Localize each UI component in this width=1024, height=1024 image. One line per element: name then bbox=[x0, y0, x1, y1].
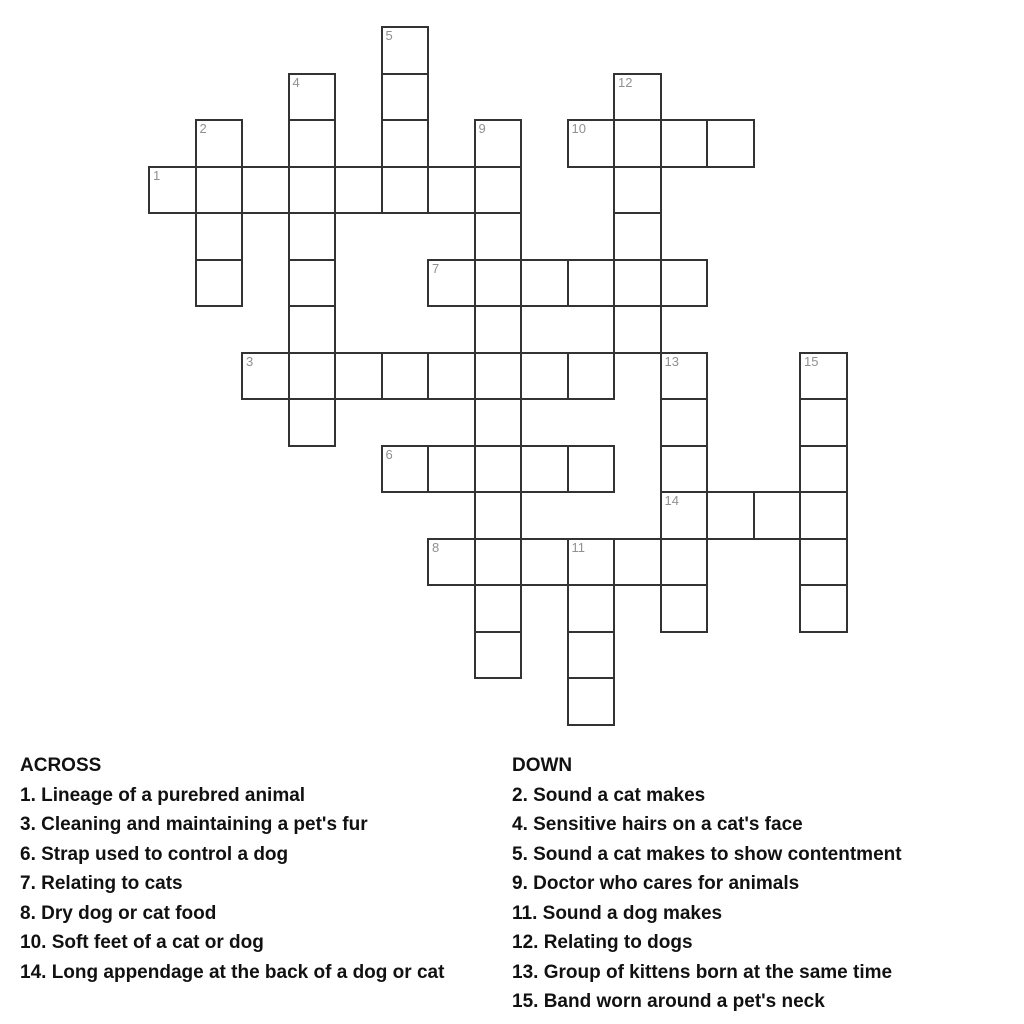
crossword-cell[interactable] bbox=[381, 166, 430, 215]
crossword-cell[interactable] bbox=[474, 119, 523, 168]
clue-across-8: 8. Dry dog or cat food bbox=[20, 902, 217, 924]
clue-across-3: 3. Cleaning and maintaining a pet's fur bbox=[20, 814, 368, 835]
crossword-cell[interactable] bbox=[660, 259, 709, 308]
crossword-cell[interactable] bbox=[567, 538, 616, 587]
clues-down bbox=[512, 751, 902, 1017]
crossword-cell[interactable] bbox=[660, 538, 709, 587]
crossword-cell[interactable] bbox=[660, 352, 709, 401]
crossword-cell[interactable] bbox=[799, 491, 848, 540]
cell-number: 13 bbox=[664, 353, 679, 369]
crossword-cell[interactable] bbox=[288, 119, 337, 168]
clues-across bbox=[20, 751, 444, 987]
crossword-cell[interactable] bbox=[660, 398, 709, 447]
crossword-cell[interactable] bbox=[195, 259, 244, 308]
crossword-cell[interactable] bbox=[288, 305, 337, 354]
crossword-cell[interactable] bbox=[660, 119, 709, 168]
crossword-cell[interactable] bbox=[567, 259, 616, 308]
clue-across-6: 6. Strap used to control a dog bbox=[20, 843, 289, 865]
crossword-cell[interactable] bbox=[613, 212, 662, 261]
crossword-cell[interactable] bbox=[613, 119, 662, 168]
crossword-cell[interactable] bbox=[799, 538, 848, 587]
crossword-cell[interactable] bbox=[288, 398, 337, 447]
crossword-cell[interactable] bbox=[474, 212, 523, 261]
crossword-cell[interactable] bbox=[660, 491, 709, 540]
clue-down-2: 2. Sound a cat makes bbox=[512, 784, 706, 806]
crossword-cell[interactable] bbox=[706, 491, 755, 540]
crossword-cell[interactable] bbox=[520, 445, 569, 494]
clue-down-12: 12. Relating to dogs bbox=[512, 932, 693, 953]
cell-number: 14 bbox=[664, 493, 679, 508]
cell-number: 8 bbox=[432, 539, 440, 555]
crossword-cell[interactable] bbox=[427, 352, 476, 401]
across-clue-list bbox=[20, 781, 444, 988]
clue-down-11: 11. Sound a dog makes bbox=[512, 902, 723, 924]
clue-across-7: 7. Relating to cats bbox=[20, 873, 183, 894]
crossword-cell[interactable] bbox=[567, 119, 616, 168]
crossword-cell[interactable] bbox=[381, 26, 430, 75]
crossword-cell[interactable] bbox=[148, 166, 197, 215]
crossword-cell[interactable] bbox=[613, 166, 662, 215]
clue-down-13: 13. Group of kittens born at the same time bbox=[512, 961, 893, 983]
crossword-cell[interactable] bbox=[799, 352, 848, 401]
cell-number: 15 bbox=[804, 353, 819, 369]
crossword-cell[interactable] bbox=[799, 445, 848, 494]
crossword-cell[interactable] bbox=[474, 491, 523, 540]
across-heading: ACROSS bbox=[20, 755, 102, 776]
clue-across-10: 10. Soft feet of a cat or dog bbox=[20, 932, 264, 953]
crossword-cell[interactable] bbox=[520, 259, 569, 308]
clue-across-1: 1. Lineage of a purebred animal bbox=[20, 784, 306, 806]
crossword-cell[interactable] bbox=[334, 352, 383, 401]
crossword-cell[interactable] bbox=[474, 166, 523, 215]
crossword-cell[interactable] bbox=[288, 352, 337, 401]
cell-number: 3 bbox=[246, 353, 254, 369]
crossword-cell[interactable] bbox=[381, 73, 430, 122]
down-clue-list bbox=[512, 781, 902, 1017]
crossword-cell[interactable] bbox=[288, 73, 337, 122]
cell-number: 1 bbox=[153, 167, 161, 183]
cell-number: 4 bbox=[292, 74, 300, 90]
crossword-cell[interactable] bbox=[799, 398, 848, 447]
crossword-cell[interactable] bbox=[613, 305, 662, 354]
crossword-cell[interactable] bbox=[474, 352, 523, 401]
crossword-cell[interactable] bbox=[613, 538, 662, 587]
crossword-cell[interactable] bbox=[474, 538, 523, 587]
crossword-cell[interactable] bbox=[567, 677, 616, 726]
crossword-cell[interactable] bbox=[427, 538, 476, 587]
crossword-cell[interactable] bbox=[288, 166, 337, 215]
crossword-cell[interactable] bbox=[567, 352, 616, 401]
crossword-cell[interactable] bbox=[753, 491, 802, 540]
crossword-cell[interactable] bbox=[381, 352, 430, 401]
crossword-cell[interactable] bbox=[474, 631, 523, 680]
crossword-cell[interactable] bbox=[567, 584, 616, 633]
clue-across-14: 14. Long appendage at the back of a dog or cat bbox=[20, 961, 445, 983]
crossword-cell[interactable] bbox=[520, 538, 569, 587]
crossword-cell[interactable] bbox=[474, 445, 523, 494]
cell-number: 10 bbox=[571, 121, 586, 136]
crossword-cell[interactable] bbox=[474, 259, 523, 308]
crossword-cell[interactable] bbox=[381, 445, 430, 494]
crossword-cell[interactable] bbox=[567, 445, 616, 494]
cell-number: 7 bbox=[432, 260, 440, 276]
crossword-cell[interactable] bbox=[613, 73, 662, 122]
crossword-cell[interactable] bbox=[241, 166, 290, 215]
crossword-cell[interactable] bbox=[474, 584, 523, 633]
crossword-cell[interactable] bbox=[195, 166, 244, 215]
cell-number: 12 bbox=[618, 74, 633, 90]
crossword-cell[interactable] bbox=[288, 212, 337, 261]
crossword-cell[interactable] bbox=[334, 166, 383, 215]
clue-down-4: 4. Sensitive hairs on a cat's face bbox=[512, 814, 803, 835]
crossword-cell[interactable] bbox=[474, 305, 523, 354]
cell-number: 6 bbox=[385, 446, 393, 462]
crossword-cell[interactable] bbox=[195, 119, 244, 168]
crossword-cell[interactable] bbox=[660, 584, 709, 633]
crossword-cell[interactable] bbox=[474, 398, 523, 447]
crossword-cell[interactable] bbox=[288, 259, 337, 308]
clue-down-5: 5. Sound a cat makes to show contentment bbox=[512, 843, 902, 865]
cell-number: 5 bbox=[385, 28, 393, 43]
crossword-cell[interactable] bbox=[706, 119, 755, 168]
crossword-cell[interactable] bbox=[195, 212, 244, 261]
down-heading: DOWN bbox=[512, 755, 573, 776]
crossword-cell[interactable] bbox=[427, 166, 476, 215]
crossword-cell[interactable] bbox=[660, 445, 709, 494]
crossword-cell[interactable] bbox=[799, 584, 848, 633]
crossword-cell[interactable] bbox=[520, 352, 569, 401]
cell-number: 2 bbox=[199, 121, 207, 136]
crossword-cell[interactable] bbox=[613, 259, 662, 308]
clue-down-15: 15. Band worn around a pet's neck bbox=[512, 991, 825, 1012]
crossword-cell[interactable] bbox=[567, 631, 616, 680]
cell-number: 9 bbox=[478, 121, 486, 136]
crossword-cell[interactable] bbox=[381, 119, 430, 168]
crossword-cell[interactable] bbox=[241, 352, 290, 401]
cell-number: 11 bbox=[571, 539, 585, 555]
clue-down-9: 9. Doctor who cares for animals bbox=[512, 873, 800, 894]
crossword-cell[interactable] bbox=[427, 259, 476, 308]
crossword-cell[interactable] bbox=[427, 445, 476, 494]
